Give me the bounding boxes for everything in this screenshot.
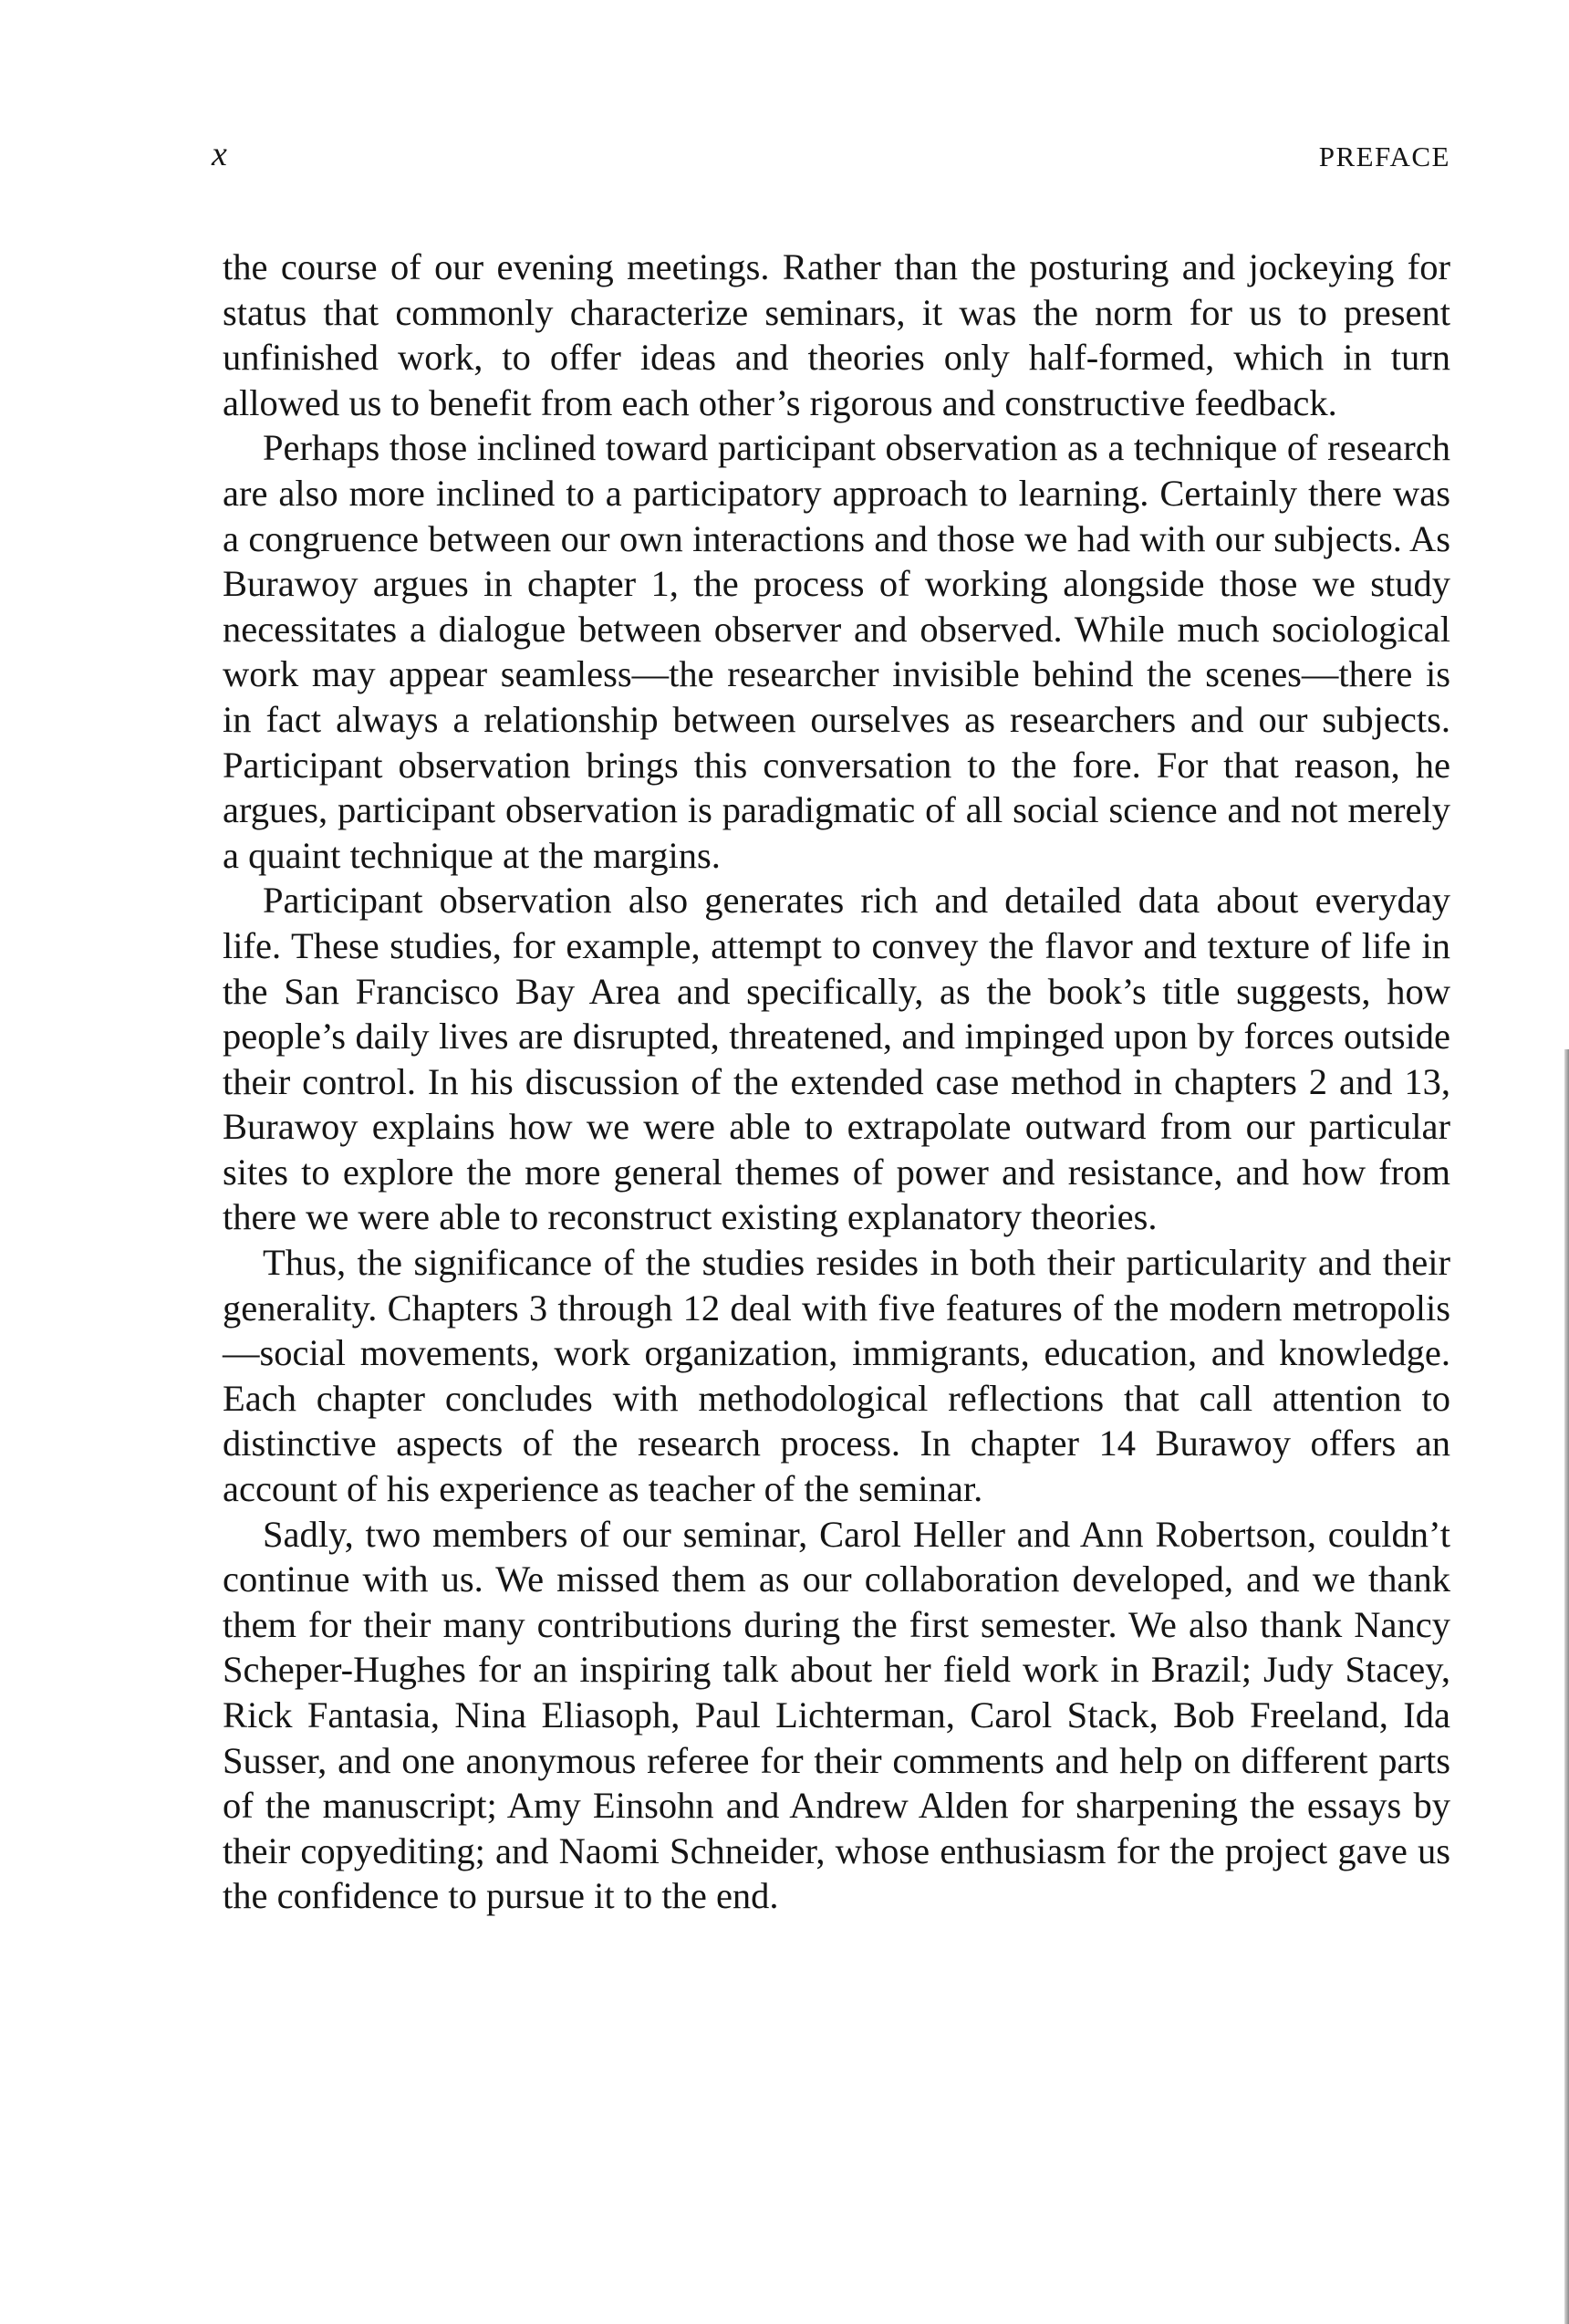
preface-body <box>223 245 1450 1919</box>
page-number: x <box>212 135 227 173</box>
paragraph-continued: the course of our evening meetings. Rather than the posturing and jockeying for status that commonly characterize seminars, it was the norm for us to present unfinished work, to offer ideas and theories only half-formed, which in turn allowed us to benefit from each other’s rigorous and constructive feedback. <box>223 246 1450 423</box>
running-head: PREFACE <box>1318 141 1450 172</box>
paragraph: Thus, the significance of the studies resides in both their particularity and their generality. Chapters 3 through 12 deal with five features of the modern metropolis—social movements, work organization, immigrants, education, and knowledge. Each chapter concludes with methodological reflections that call attention to distinctive aspects of the research process. In chapter 14 Burawoy offers an account of his experience as teacher of the seminar. <box>223 1242 1450 1510</box>
paragraph: Participant observation also generates rich and detailed data about everyday life. These studies, for example, attempt to convey the flavor and texture of life in the San Francisco Bay Area and specifically, as the book’s title suggests, how people’s daily lives are disrupted, threatened, and impinged upon by forces outside their control. In his discussion of the extended case method in chapters 2 and 13, Burawoy explains how we were able to extrapolate outward from our particular sites to explore the more general themes of power and resistance, and how from there we were able to reconstruct existing explanatory theories. <box>223 880 1450 1238</box>
paragraph: Sadly, two members of our seminar, Carol Heller and Ann Robertson, couldn’t continue with us. We missed them as our collaboration developed, and we thank them for their many contributions during the first semester. We also thank Nancy Scheper-Hughes for an inspiring talk about her field work in Brazil; Judy Stacey, Rick Fantasia, Nina Eliasoph, Paul Lichterman, Carol Stack, Bob Freeland, Ida Susser, and one anonymous referee for their comments and help on different parts of the manuscript; Amy Einsohn and Andrew Alden for sharpening the essays by their copyediting; and Naomi Schneider, whose enthusiasm for the project gave us the confidence to pursue it to the end. <box>223 1513 1450 1917</box>
scan-edge-shadow <box>1564 1049 1569 2324</box>
paragraph: Perhaps those inclined toward participant observation as a technique of research are also more inclined to a participatory approach to learning. Certainly there was a congruence between our own interactions and those we had with our subjects. As Burawoy argues in chapter 1, the process of working alongside those we study necessitates a dialogue between observer and observed. While much sociological work may appear seamless—the researcher invisible behind the scenes—there is in fact always a relationship between ourselves as researchers and our subjects. Participant observation brings this conversation to the fore. For that reason, he argues, participant observation is paradigmatic of all social science and not merely a quaint technique at the margins. <box>223 427 1450 876</box>
